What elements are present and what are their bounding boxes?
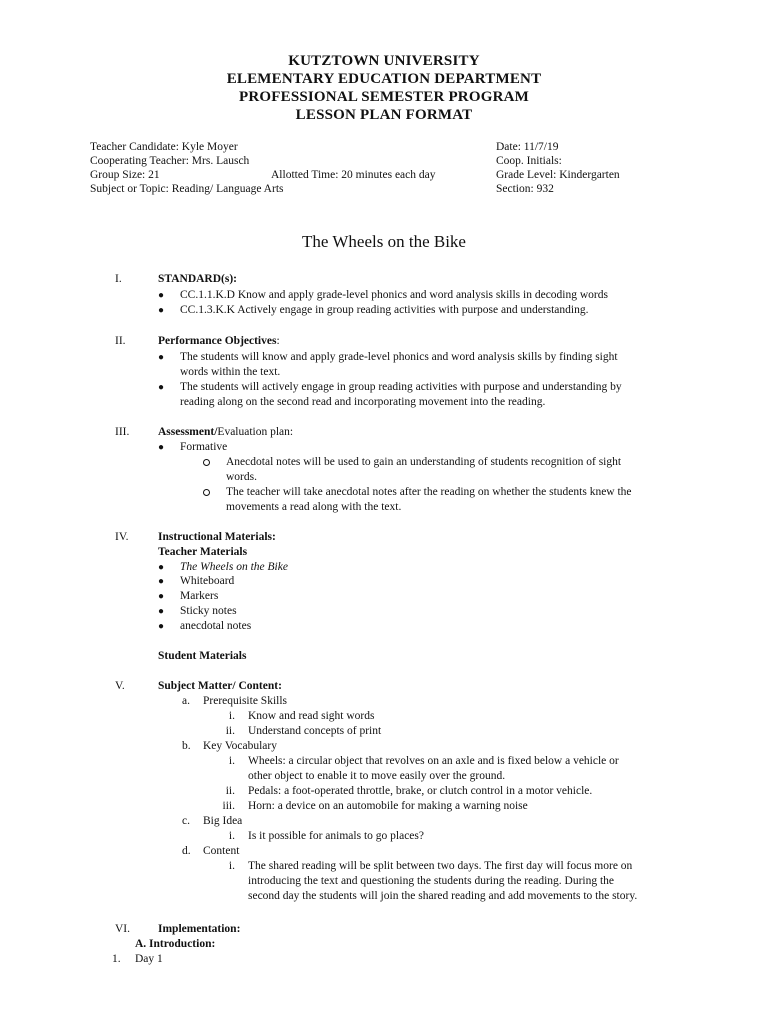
subject-topic: Subject or Topic: Reading/ Language Arts bbox=[90, 183, 284, 195]
bullet-icon: ● bbox=[158, 591, 165, 602]
teacher-materials-heading: Teacher Materials bbox=[158, 546, 248, 558]
date: Date: 11/7/19 bbox=[496, 141, 559, 153]
section-heading-implementation: Implementation: bbox=[158, 923, 241, 935]
bullet-icon: ● bbox=[158, 352, 165, 363]
objective-line: words within the text. bbox=[180, 366, 281, 378]
grade-level: Grade Level: Kindergarten bbox=[496, 169, 620, 181]
section-numeral: II. bbox=[115, 335, 126, 347]
bullet-icon: ● bbox=[158, 606, 165, 617]
prerequisite-item: Know and read sight words bbox=[248, 710, 375, 722]
student-materials-heading: Student Materials bbox=[158, 650, 247, 662]
header-format: LESSON PLAN FORMAT bbox=[295, 107, 473, 123]
allotted-time: Allotted Time: 20 minutes each day bbox=[271, 169, 436, 181]
content-line: second day the students will join the shared reading and add movements to the story. bbox=[248, 890, 638, 902]
teacher-candidate: Teacher Candidate: Kyle Moyer bbox=[90, 141, 238, 153]
section-numeral: I. bbox=[115, 273, 122, 285]
content-label: Content bbox=[203, 845, 240, 857]
material-item: Sticky notes bbox=[180, 605, 237, 617]
roman-numeral: i. bbox=[228, 710, 235, 722]
assessment-heading-bold: Assessment/ bbox=[158, 426, 218, 438]
objective-line: reading along on the second read and incorporating movement into the reading. bbox=[180, 396, 546, 408]
vocabulary-line: Horn: a device on an automobile for making a warning noise bbox=[248, 800, 528, 812]
section-heading-standards: STANDARD(s): bbox=[158, 273, 238, 285]
bullet-icon: ● bbox=[158, 290, 165, 301]
roman-numeral: i. bbox=[228, 830, 235, 842]
assessment-heading-rest: Evaluation plan: bbox=[217, 426, 294, 438]
list-letter: b. bbox=[182, 740, 191, 752]
lesson-title: The Wheels on the Bike bbox=[302, 232, 466, 251]
material-item: Markers bbox=[180, 590, 219, 602]
header-department: ELEMENTARY EDUCATION DEPARTMENT bbox=[226, 71, 542, 87]
roman-numeral: i. bbox=[228, 860, 235, 872]
section-heading-materials: Instructional Materials: bbox=[158, 531, 276, 543]
material-item: anecdotal notes bbox=[180, 620, 252, 632]
section-heading-objectives bbox=[158, 334, 280, 349]
circle-bullet-icon bbox=[203, 489, 210, 496]
prerequisite-item: Understand concepts of print bbox=[248, 725, 382, 737]
objectives-heading-text: Performance Objectives bbox=[158, 335, 277, 347]
section-number: Section: 932 bbox=[496, 183, 554, 195]
bullet-icon: ● bbox=[158, 621, 165, 632]
standard-item: CC.1.3.K.K Actively engage in group reading activities with purpose and understanding. bbox=[180, 304, 589, 316]
section-heading-assessment bbox=[158, 425, 293, 440]
roman-numeral: ii. bbox=[225, 785, 235, 797]
vocabulary-line: other object to enable it to move easily over the ground. bbox=[248, 770, 506, 782]
objective-line: The students will actively engage in group reading activities with purpose and understanding by bbox=[180, 381, 622, 393]
section-numeral: VI. bbox=[115, 923, 131, 935]
roman-numeral: ii. bbox=[225, 725, 235, 737]
assessment-type: Formative bbox=[180, 441, 228, 453]
header-university: KUTZTOWN UNIVERSITY bbox=[288, 53, 480, 69]
list-letter: d. bbox=[182, 845, 191, 857]
circle-bullet-icon bbox=[203, 459, 210, 466]
content-line: The shared reading will be split between two days. The first day will focus more on bbox=[248, 860, 633, 872]
list-letter: a. bbox=[182, 695, 190, 707]
bullet-icon: ● bbox=[158, 305, 165, 316]
roman-numeral: i. bbox=[228, 755, 235, 767]
bullet-icon: ● bbox=[158, 442, 165, 453]
big-idea-item: Is it possible for animals to go places? bbox=[248, 830, 424, 842]
material-item: The Wheels on the Bike bbox=[180, 561, 288, 573]
introduction-heading-text: A. Introduction: bbox=[135, 938, 216, 950]
group-size: Group Size: 21 bbox=[90, 169, 160, 181]
standard-item: CC.1.1.K.D Know and apply grade-level phonics and word analysis skills in decoding words bbox=[180, 289, 608, 301]
objective-line: The students will know and apply grade-level phonics and word analysis skills by finding sight bbox=[180, 351, 618, 363]
objectives-heading-colon: : bbox=[276, 335, 280, 347]
roman-numeral: iii. bbox=[222, 800, 235, 812]
assessment-subitem-line: The teacher will take anecdotal notes after the reading on whether the students knew the bbox=[226, 486, 632, 498]
section-heading-subject-matter: Subject Matter/ Content: bbox=[158, 680, 282, 692]
vocabulary-line: Pedals: a foot-operated throttle, brake, or clutch control in a motor vehicle. bbox=[248, 785, 593, 797]
big-idea-label: Big Idea bbox=[203, 815, 243, 827]
header-program: PROFESSIONAL SEMESTER PROGRAM bbox=[238, 89, 529, 105]
key-vocabulary-label: Key Vocabulary bbox=[203, 740, 277, 752]
prerequisite-skills-label: Prerequisite Skills bbox=[203, 695, 288, 707]
assessment-subitem-line: movements a read along with the text. bbox=[226, 501, 402, 513]
cooperating-teacher: Cooperating Teacher: Mrs. Lausch bbox=[90, 155, 250, 167]
content-line: introducing the text and questioning the students during the reading. During the bbox=[248, 875, 615, 887]
section-numeral: III. bbox=[115, 426, 130, 438]
bullet-icon: ● bbox=[158, 576, 165, 587]
material-item: Whiteboard bbox=[180, 575, 235, 587]
bullet-icon: ● bbox=[158, 562, 165, 573]
introduction-heading bbox=[135, 937, 215, 952]
section-numeral: V. bbox=[115, 680, 125, 692]
section-numeral: IV. bbox=[115, 531, 129, 543]
assessment-subitem-line: Anecdotal notes will be used to gain an understanding of students recognition of sight bbox=[226, 456, 622, 468]
assessment-subitem-line: words. bbox=[226, 471, 257, 483]
day-one-label: Day 1 bbox=[135, 953, 163, 965]
list-number: 1. bbox=[112, 953, 121, 965]
bullet-icon: ● bbox=[158, 382, 165, 393]
list-letter: c. bbox=[182, 815, 190, 827]
coop-initials: Coop. Initials: bbox=[496, 155, 562, 167]
vocabulary-line: Wheels: a circular object that revolves on an axle and is fixed below a vehicle or bbox=[248, 755, 619, 767]
